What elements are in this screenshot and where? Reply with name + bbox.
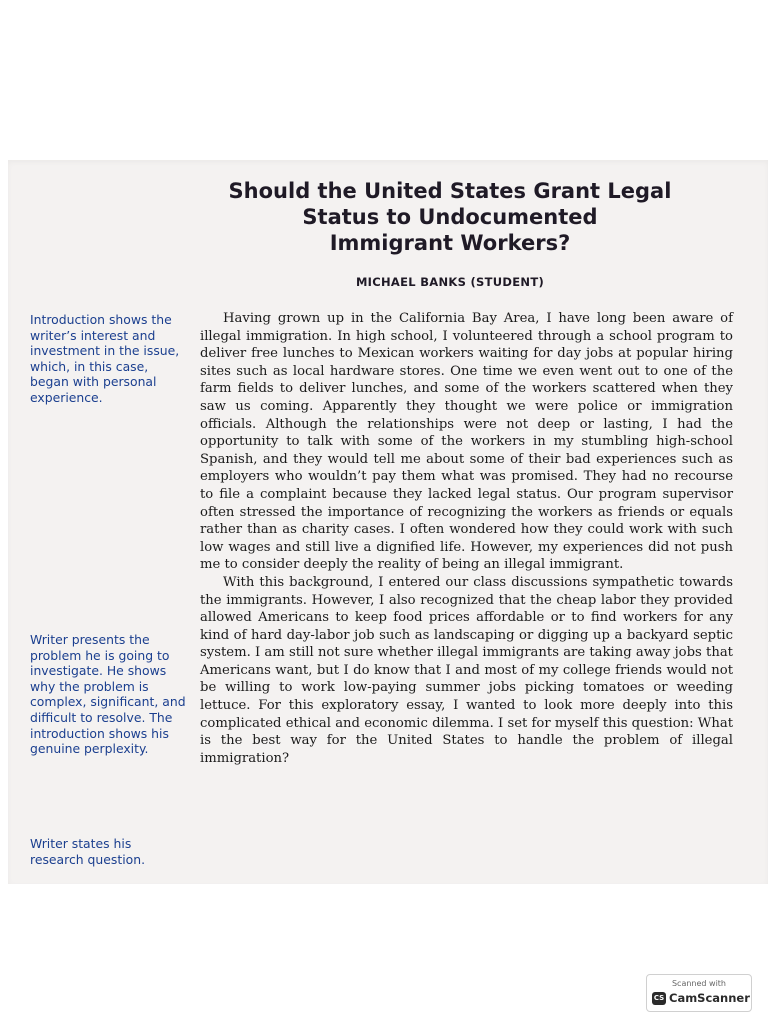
margin-note-problem: Writer presents the problem he is going to investigate. He shows why the problem is complex, significant, and difficult to resolve. The introduction shows his genuine perplexity. bbox=[30, 632, 186, 757]
paragraph-2: With this background, I entered our class discussions sympathetic towards the immigrants. However, I also recognized that the cheap labor they provided allowed Americans to keep food prices affordable or to find workers for any kind of hard day-labor job such as landscaping or digging up a backyard septic system. I am still not sure whether illegal immigrants are taking away jobs that Americans want, but I do know that I and most of my college friends would not be willing to work low-paying summer jobs picking tomatoes or weeding lettuce. For this exploratory essay, I wanted to look more deeply into this complicated ethical and economic dilemma. I set for myself this question: What is the best way for the United States to handle the problem of illegal immigration? bbox=[200, 574, 733, 766]
essay-title bbox=[188, 178, 712, 256]
badge-app-name: CamScanner bbox=[669, 991, 750, 1005]
camscanner-badge bbox=[646, 974, 752, 1012]
margin-note-introduction: Introduction shows the writer’s interest and investment in the issue, which, in this case, began with personal experience. bbox=[30, 312, 180, 405]
margin-note-research-question: Writer states his research question. bbox=[30, 836, 146, 867]
badge-caption: Scanned with bbox=[671, 979, 727, 988]
title-line-3: Immigrant Workers? bbox=[329, 231, 571, 255]
paragraph-1: Having grown up in the California Bay Area, I have long been aware of illegal immigration. In high school, I volunteered through a school program to deliver free lunches to Mexican workers waiting for day jobs at popular hiring sites such as local hardware stores. One time we even went out to one of the farm fields to deliver lunches, and some of the workers scattered when they saw us coming. Apparently they thought we were police or immigration officials. Although the relationships were not deep or lasting, I had the opportunity to talk with some of the workers in my stumbling high-school Spanish, and they would tell me about some of their bad experiences such as employers who wouldn’t pay them what was promised. They had no recourse to file a complaint because they lacked legal status. Our program supervisor often stressed the importance of recognizing the workers as friends or equals rather than as charity cases. I often wondered how they could work with such low wages and still live a dignified life. However, my experiences did not push me to consider deeply the reality of being an illegal immigrant. bbox=[200, 311, 733, 573]
title-line-1: Should the United States Grant Legal bbox=[228, 179, 672, 203]
author-byline: MICHAEL BANKS (STUDENT) bbox=[355, 275, 545, 289]
essay-body bbox=[200, 310, 733, 767]
title-line-2: Status to Undocumented bbox=[302, 205, 598, 229]
camscanner-logo-icon: CS bbox=[652, 992, 666, 1005]
